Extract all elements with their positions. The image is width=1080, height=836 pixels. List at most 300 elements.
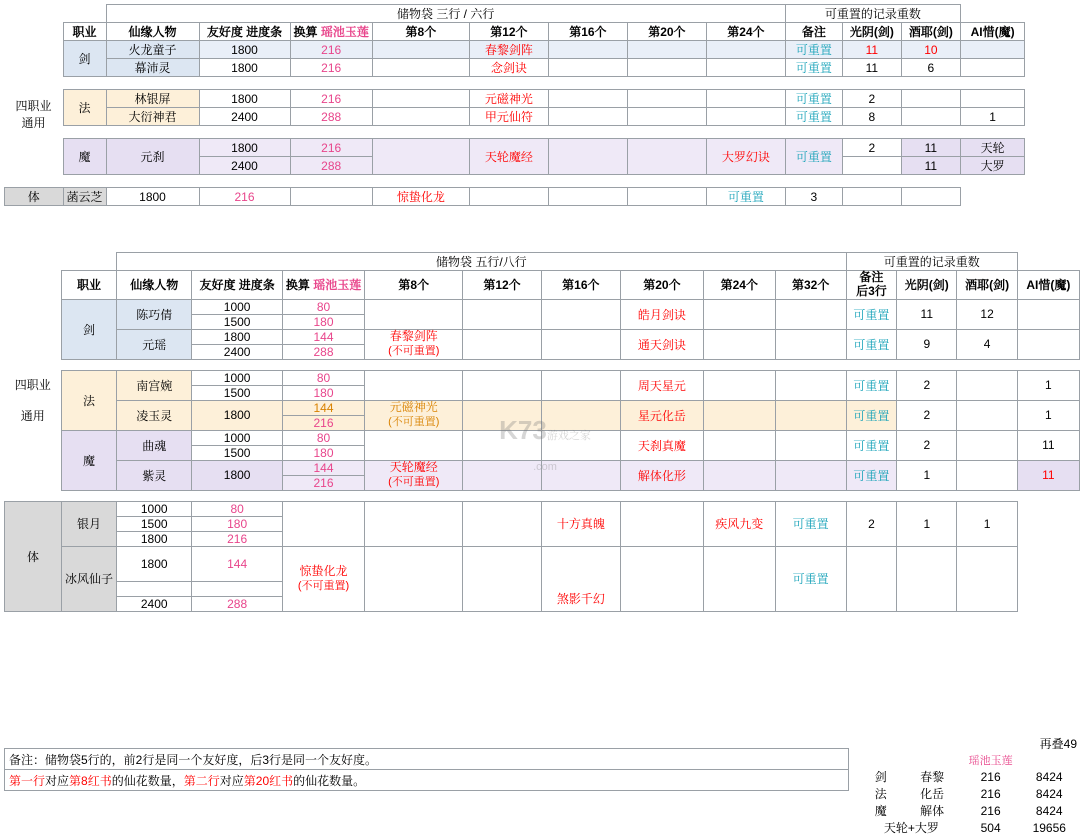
reset-count-aixi: 1 (1017, 400, 1079, 430)
col-reset-aixi: AI惜(魔) (960, 23, 1025, 41)
col-12th: 第12个 (463, 271, 541, 300)
character-name: 冰风仙子 (61, 546, 116, 611)
col-8th: 第8个 (372, 23, 469, 41)
cell-24th (620, 546, 703, 611)
spacer-cell (61, 253, 116, 271)
cell-12th: 元磁神光 (469, 90, 548, 108)
table-row (5, 460, 1080, 475)
cell-20th: 煞影千幻 (541, 546, 620, 611)
cell-20th: 解体化形 (620, 460, 703, 490)
reset-count-aixi (957, 546, 1017, 611)
spacer-cell (5, 271, 62, 300)
note-resettable: 可重置 (775, 501, 846, 546)
conversion-value: 216 (282, 475, 364, 490)
spacer-cell (1025, 139, 1032, 157)
spacer-cell (901, 752, 962, 768)
spacer-cell (469, 175, 548, 188)
reset-count-jiuye (901, 90, 960, 108)
table-row (860, 752, 1080, 768)
table-row (5, 546, 1080, 581)
reset-count-jiuye (957, 430, 1017, 460)
spacer-cell (860, 735, 901, 752)
spacer-cell (620, 490, 703, 501)
col-20th: 第20个 (620, 271, 703, 300)
conversion-value: 180 (192, 516, 282, 531)
reset-count-aixi: 11 (1017, 430, 1079, 460)
summary-total: 8424 (1035, 769, 1063, 784)
spacer-cell (192, 490, 282, 501)
job-cell-jian: 剑 (61, 299, 116, 359)
cell-16th (463, 501, 541, 546)
friendship-value: 1800 (192, 460, 282, 490)
note-line-1: 备注：储物袋5行的，前2行是同一个友好度，后3行是同一个友好度。 (5, 749, 849, 770)
friendship-value: 1000 (192, 299, 282, 314)
job-cell-fa: 法 (63, 90, 106, 126)
cell-32nd (775, 370, 846, 400)
spacer-cell (627, 77, 706, 90)
col-24th: 第24个 (703, 271, 775, 300)
spacer-row (5, 77, 1032, 90)
cell-8th (290, 188, 372, 206)
spacer-cell (199, 175, 290, 188)
friendship-value: 1500 (192, 385, 282, 400)
friendship-value: 1500 (116, 516, 191, 531)
spacer-cell (960, 126, 1025, 139)
cell-24th (706, 59, 785, 77)
spacer-cell (785, 126, 842, 139)
spacer-cell (372, 77, 469, 90)
summary-job: 剑 (874, 770, 887, 784)
spacer-cell (1019, 752, 1080, 768)
conversion-value: 180 (282, 445, 364, 460)
conversion-value: 288 (290, 157, 372, 175)
table-row (5, 400, 1080, 415)
cell-16th (548, 90, 627, 108)
col-16th: 第16个 (541, 271, 620, 300)
spacer-cell (703, 359, 775, 370)
col-32nd: 第32个 (775, 271, 846, 300)
friendship-value: 2400 (116, 596, 191, 611)
spacer-cell (1025, 77, 1032, 90)
character-name: 紫灵 (116, 460, 191, 490)
summary-total: 8424 (1035, 803, 1063, 818)
cell-20th: 星元化岳 (620, 400, 703, 430)
friendship-value: 1800 (116, 531, 191, 546)
summary-wrapper (860, 735, 1080, 836)
spacer-cell (548, 175, 627, 188)
cell-12th: 甲元仙符 (469, 108, 548, 126)
spacer-cell (290, 126, 372, 139)
reset-count-jiuye: 6 (901, 59, 960, 77)
cell-20th (627, 139, 706, 175)
reset-count-guangyin (846, 546, 896, 611)
table-row (5, 430, 1080, 445)
note-resettable: 可重置 (846, 430, 896, 460)
col-note: 备注 后3行 (846, 271, 896, 300)
job-cell-ti: 体 (5, 501, 62, 611)
cell-20th (627, 41, 706, 59)
character-name: 曲魂 (116, 430, 191, 460)
reset-count-jiuye: 10 (901, 41, 960, 59)
spacer-cell (5, 5, 64, 23)
note-20th-book: 第20红书 (243, 773, 294, 788)
reset-count-guangyin: 2 (897, 370, 957, 400)
cell-8th (372, 41, 469, 59)
cell-8th (365, 299, 463, 329)
character-name: 南宫婉 (116, 370, 191, 400)
spacer-cell (960, 77, 1025, 90)
cell-8th (282, 501, 364, 546)
friendship-value: 2400 (199, 157, 290, 175)
reset-extra-label: 天轮 (960, 139, 1025, 157)
summary-job: 魔 (874, 804, 887, 818)
job-cell-jian: 剑 (63, 41, 106, 77)
summary-skill: 化岳 (920, 787, 945, 801)
reset-count-guangyin: 11 (897, 299, 957, 329)
cell-12th (365, 501, 463, 546)
cell-16th (548, 59, 627, 77)
character-name: 凌玉灵 (116, 400, 191, 430)
spacer-cell (785, 175, 842, 188)
note-resettable: 可重置 (706, 188, 785, 206)
col-reset-guangyin: 光阴(剑) (897, 271, 957, 300)
cell-16th (541, 460, 620, 490)
spacer-cell (846, 359, 896, 370)
spacer-cell (463, 359, 541, 370)
cell-24th (703, 400, 775, 430)
spacer-cell (282, 490, 364, 501)
friendship-value: 2400 (199, 108, 290, 126)
spacer-cell (372, 126, 469, 139)
reset-count-guangyin: 8 (842, 108, 901, 126)
cell-24th (703, 299, 775, 329)
spacer-cell (901, 175, 960, 188)
note-second-row: 第二行 (183, 773, 220, 788)
spacer-cell (365, 359, 463, 370)
cell-16th (548, 139, 627, 175)
spacer-cell (901, 126, 960, 139)
spacer-cell (192, 359, 282, 370)
cell-16th (541, 299, 620, 329)
cell-12th (365, 546, 463, 611)
cell-20th: 通天剑诀 (620, 329, 703, 359)
conversion-value: 80 (192, 501, 282, 516)
spacer-cell (957, 490, 1017, 501)
table-one-wrapper (4, 4, 1032, 206)
conversion-blank (192, 581, 282, 596)
col-reset-jiuye: 酒耶(剑) (901, 23, 960, 41)
reset-count-jiuye: 1 (897, 501, 957, 546)
table-row (5, 139, 1032, 157)
table-row (5, 749, 849, 770)
spacer-cell (960, 5, 1025, 23)
cell-16th (541, 430, 620, 460)
cell-8th (372, 139, 469, 175)
conversion-value: 216 (290, 139, 372, 157)
reset-count-guangyin: 11 (842, 59, 901, 77)
conversion-value: 144 (282, 400, 364, 415)
table-row (860, 819, 1080, 836)
reset-count-aixi: 11 (1017, 460, 1079, 490)
col-job: 职业 (61, 271, 116, 300)
reset-count-guangyin: 1 (897, 460, 957, 490)
reset-count-aixi: 1 (957, 501, 1017, 546)
summary-repeat-label: 再叠49 (1039, 737, 1077, 751)
table-row (5, 188, 1032, 206)
friendship-value: 1800 (116, 546, 191, 581)
summary-skill: 解体 (920, 804, 945, 818)
job-cell-mo: 魔 (63, 139, 106, 175)
col-character: 仙缘人物 (116, 271, 191, 300)
reset-count-guangyin: 2 (842, 139, 901, 157)
note-resettable: 可重置 (846, 460, 896, 490)
cell-8th: 春黎剑阵 (不可重置) (365, 329, 463, 359)
cell-32nd (775, 400, 846, 430)
job-cell-mo: 魔 (61, 430, 116, 490)
conversion-value: 80 (282, 299, 364, 314)
cell-20th (548, 188, 627, 206)
reset-count-jiuye (897, 546, 957, 611)
cell-24th (706, 90, 785, 108)
note-resettable: 可重置 (785, 41, 842, 59)
col-friendship: 友好度 进度条 (192, 271, 282, 300)
spacer-cell (842, 126, 901, 139)
cell-8th: 天轮魔经 (不可重置) (365, 460, 463, 490)
conversion-value: 80 (282, 370, 364, 385)
spacer-cell (860, 752, 901, 768)
table-row (5, 770, 849, 791)
cell-16th (548, 41, 627, 59)
note-resettable: 可重置 (785, 139, 842, 175)
cell-16th (548, 108, 627, 126)
spacer-cell (846, 490, 896, 501)
reset-count-guangyin: 11 (842, 41, 901, 59)
reset-count-jiuye (842, 188, 901, 206)
note-8th-book: 第8红书 (69, 773, 112, 788)
summary-total-label: 天轮+大罗 (883, 821, 939, 835)
cell-32nd (775, 329, 846, 359)
cell-32nd: 疾风九变 (703, 501, 775, 546)
note-resettable: 可重置 (846, 400, 896, 430)
reset-count-title: 可重置的记录重数 (785, 5, 960, 23)
spacer-cell (703, 490, 775, 501)
reset-count-guangyin: 2 (842, 90, 901, 108)
spacer-cell (1025, 90, 1032, 108)
col-friendship: 友好度 进度条 (199, 23, 290, 41)
note-resettable: 可重置 (846, 299, 896, 329)
conversion-value: 144 (282, 329, 364, 344)
cell-32nd (775, 299, 846, 329)
friendship-value: 1800 (199, 59, 290, 77)
job-cell-fa: 法 (61, 370, 116, 430)
spacer-cell (1025, 175, 1032, 188)
spacer-cell (548, 77, 627, 90)
character-name: 陈巧倩 (116, 299, 191, 329)
spacer-cell (963, 735, 1019, 752)
cell-8th (365, 430, 463, 460)
spacer-cell (960, 175, 1025, 188)
cell-8th: 元磁神光 (不可重置) (365, 400, 463, 430)
cell-32nd (775, 430, 846, 460)
spacer-cell (63, 126, 106, 139)
spacer-cell (897, 359, 957, 370)
reset-count-guangyin: 9 (897, 329, 957, 359)
reset-count-guangyin: 2 (846, 501, 896, 546)
col-conversion: 换算 瑶池玉莲 (282, 271, 364, 300)
friendship-value: 2400 (192, 344, 282, 359)
reset-count-aixi: 1 (1017, 370, 1079, 400)
conversion-value: 144 (192, 546, 282, 581)
cell-12th: 惊蛰化龙 (372, 188, 469, 206)
spacer-cell (775, 490, 846, 501)
friendship-blank (116, 581, 191, 596)
spacer-cell (541, 490, 620, 501)
spacer-cell (61, 359, 116, 370)
character-name: 大衍神君 (106, 108, 199, 126)
cell-24th (703, 430, 775, 460)
character-name: 林银屏 (106, 90, 199, 108)
spacer-cell (63, 5, 106, 23)
cell-8th (372, 108, 469, 126)
spacer-cell (706, 77, 785, 90)
spacer-row (5, 175, 1032, 188)
spacer-row (5, 490, 1080, 501)
job-cell-ti: 体 (5, 188, 64, 206)
reset-count-guangyin: 3 (785, 188, 842, 206)
spacer-cell (290, 77, 372, 90)
table-row (5, 501, 1080, 516)
spacer-cell (548, 126, 627, 139)
character-name: 幕沛灵 (106, 59, 199, 77)
cell-24th (706, 41, 785, 59)
cell-24th (703, 460, 775, 490)
cell-32nd (775, 460, 846, 490)
conversion-value: 288 (192, 596, 282, 611)
col-job: 职业 (63, 23, 106, 41)
note-resettable: 可重置 (785, 90, 842, 108)
spacer-cell (106, 77, 199, 90)
table-row (5, 370, 1080, 385)
col-character: 仙缘人物 (106, 23, 199, 41)
friendship-value: 1800 (192, 329, 282, 344)
table-row (5, 90, 1032, 108)
spacer-cell (290, 175, 372, 188)
table-two-title: 储物袋 五行/八行 (116, 253, 846, 271)
note-resettable: 可重置 (846, 329, 896, 359)
cell-12th (463, 329, 541, 359)
reset-count-aixi (1017, 299, 1079, 329)
summary-col-header: 瑶池玉莲 (968, 755, 1013, 767)
cell-8th (372, 90, 469, 108)
conversion-value: 288 (290, 108, 372, 126)
spacer-cell (1025, 126, 1032, 139)
friendship-value: 1000 (192, 370, 282, 385)
reset-count-jiuye: 4 (957, 329, 1017, 359)
cell-12th: 春黎剑阵 (469, 41, 548, 59)
cell-12th (463, 370, 541, 400)
note-resettable: 可重置 (785, 108, 842, 126)
conversion-value: 216 (199, 188, 290, 206)
spacer-cell (5, 23, 64, 41)
reset-count-jiuye: 12 (957, 299, 1017, 329)
reset-count-aixi: 11 (901, 139, 960, 157)
character-name: 银月 (61, 501, 116, 546)
spacer-cell (842, 77, 901, 90)
reset-count-aixi (960, 90, 1025, 108)
cell-16th (541, 329, 620, 359)
friendship-value: 1500 (192, 314, 282, 329)
cell-20th: 天刹真魔 (620, 430, 703, 460)
cell-32nd (703, 546, 775, 611)
reset-count-jiuye (957, 460, 1017, 490)
cell-16th (541, 370, 620, 400)
conversion-value: 80 (282, 430, 364, 445)
friendship-value: 1800 (192, 400, 282, 430)
cell-24th (703, 329, 775, 359)
spacer-cell (106, 126, 199, 139)
cell-12th: 天轮魔经 (469, 139, 548, 175)
friendship-value: 1800 (199, 90, 290, 108)
friendship-value: 1000 (192, 430, 282, 445)
note-resettable: 可重置 (846, 370, 896, 400)
conversion-value: 216 (290, 59, 372, 77)
spacer-cell (63, 175, 106, 188)
conversion-value: 144 (282, 460, 364, 475)
col-12th: 第12个 (469, 23, 548, 41)
col-reset-guangyin: 光阴(剑) (842, 23, 901, 41)
reset-count-title-2: 可重置的记录重数 (846, 253, 1017, 271)
watermark-main: K73 (499, 415, 547, 445)
spacer-cell (106, 175, 199, 188)
reset-count-aixi: 11 (901, 157, 960, 175)
reset-count-guangyin (842, 157, 901, 175)
reset-count-jiuye (957, 400, 1017, 430)
spacer-cell (199, 126, 290, 139)
friendship-value: 1800 (199, 41, 290, 59)
note-resettable: 可重置 (775, 546, 846, 611)
spacer-cell (541, 359, 620, 370)
reset-count-jiuye (901, 108, 960, 126)
cell-16th (463, 546, 541, 611)
cell-12th (463, 460, 541, 490)
cell-12th (463, 299, 541, 329)
storage-bag-3-6-table (4, 4, 1032, 206)
conversion-value: 216 (282, 415, 364, 430)
cell-12th: 念剑诀 (469, 59, 548, 77)
watermark-sub2: .com (533, 461, 557, 473)
conversion-value: 216 (290, 41, 372, 59)
table-row (860, 735, 1080, 752)
spacer-cell (785, 77, 842, 90)
summary-skill: 春黎 (920, 770, 945, 784)
summary-total: 8424 (1035, 786, 1063, 801)
friendship-value: 1800 (106, 188, 199, 206)
table-one-title: 储物袋 三行 / 六行 (106, 5, 785, 23)
table-row (860, 802, 1080, 819)
notes-table (4, 748, 849, 791)
cell-24th (620, 501, 703, 546)
conversion-value: 180 (282, 385, 364, 400)
spacer-cell (469, 126, 548, 139)
summary-table (860, 735, 1080, 836)
reset-count-aixi (960, 59, 1025, 77)
note-text-a: 对应 (45, 773, 70, 788)
reset-count-aixi (901, 188, 960, 206)
group-label-four-jobs: 四职业 通用 (15, 98, 52, 130)
friendship-value: 1800 (199, 139, 290, 157)
spacer-cell (627, 126, 706, 139)
spacer-cell (901, 735, 962, 752)
